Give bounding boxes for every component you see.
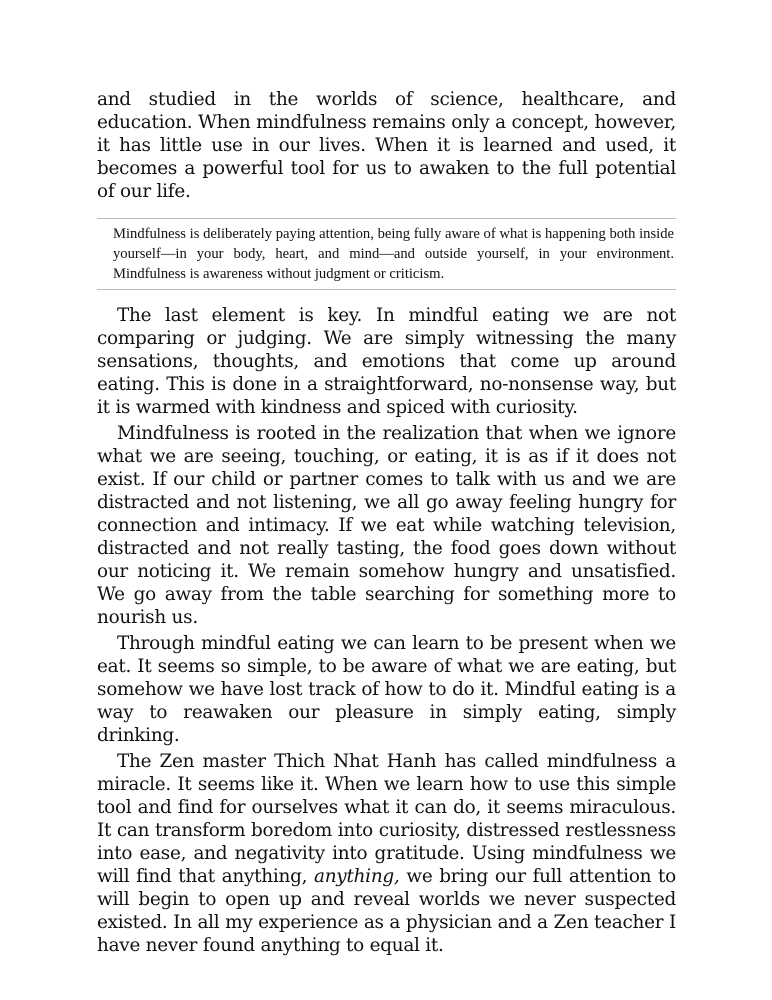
definition-callout-text: Mindfulness is deliberately paying attention, being fully aware of what is happening both inside yourself—in your body, heart, and mind—and outside yourself, in your environment. Mindfulness is awareness without judgment or criticism. bbox=[113, 226, 674, 282]
emphasis-anything: anything, bbox=[314, 866, 400, 887]
definition-callout-box bbox=[97, 218, 676, 290]
paragraph-zen-master bbox=[97, 750, 676, 957]
paragraph-rooted-realization: Mindfulness is rooted in the realization that when we ignore what we are seeing, touching, or eating, it is as if it does not exist. If our child or partner comes to talk with us and we are distracted and not listening, we all go away feeling hungry for connection and intimacy. If we eat while watching television, distracted and not really tasting, the food goes down without our noticing it. We remain somehow hungry and unsatisfied. We go away from the table searching for something more to nourish us. bbox=[97, 423, 676, 628]
paragraph-last-element: The last element is key. In mindful eating we are not comparing or judging. We are simply witnessing the many sensations, thoughts, and emotions that come up around eating. This is done in a straightforward, no-nonsense way, but it is warmed with kindness and spiced with curiosity. bbox=[97, 305, 676, 418]
paragraph-present-when-eat: Through mindful eating we can learn to be present when we eat. It seems so simple, to be aware of what we are eating, but somehow we have lost track of how to do it. Mindful eating is a way to reawaken our pleasure in simply eating, simply drinking. bbox=[97, 633, 676, 746]
zen-paragraph-text-start: The Zen master Thich Nhat Hanh has called mindfulness a miracle. It seems like it. When we learn how to use this simple tool and find for ourselves what it can do, it seems miraculous. It can transform boredom into curiosity, distressed restlessness into ease, and negativity into gratitude. Using mindfulness we will find that anything, bbox=[97, 751, 676, 887]
zen-paragraph-text-end: we bring our full attention to will begin to open up and reveal worlds we never suspected existed. In all my experience as a physician and a Zen teacher I have never found anything to equal it. bbox=[97, 866, 676, 956]
intro-paragraph: and studied in the worlds of science, healthcare, and education. When mindfulness remains only a concept, however, it has little use in our lives. When it is learned and used, it becomes a powerful tool for us to awaken to the full potential of our life. bbox=[97, 89, 676, 202]
